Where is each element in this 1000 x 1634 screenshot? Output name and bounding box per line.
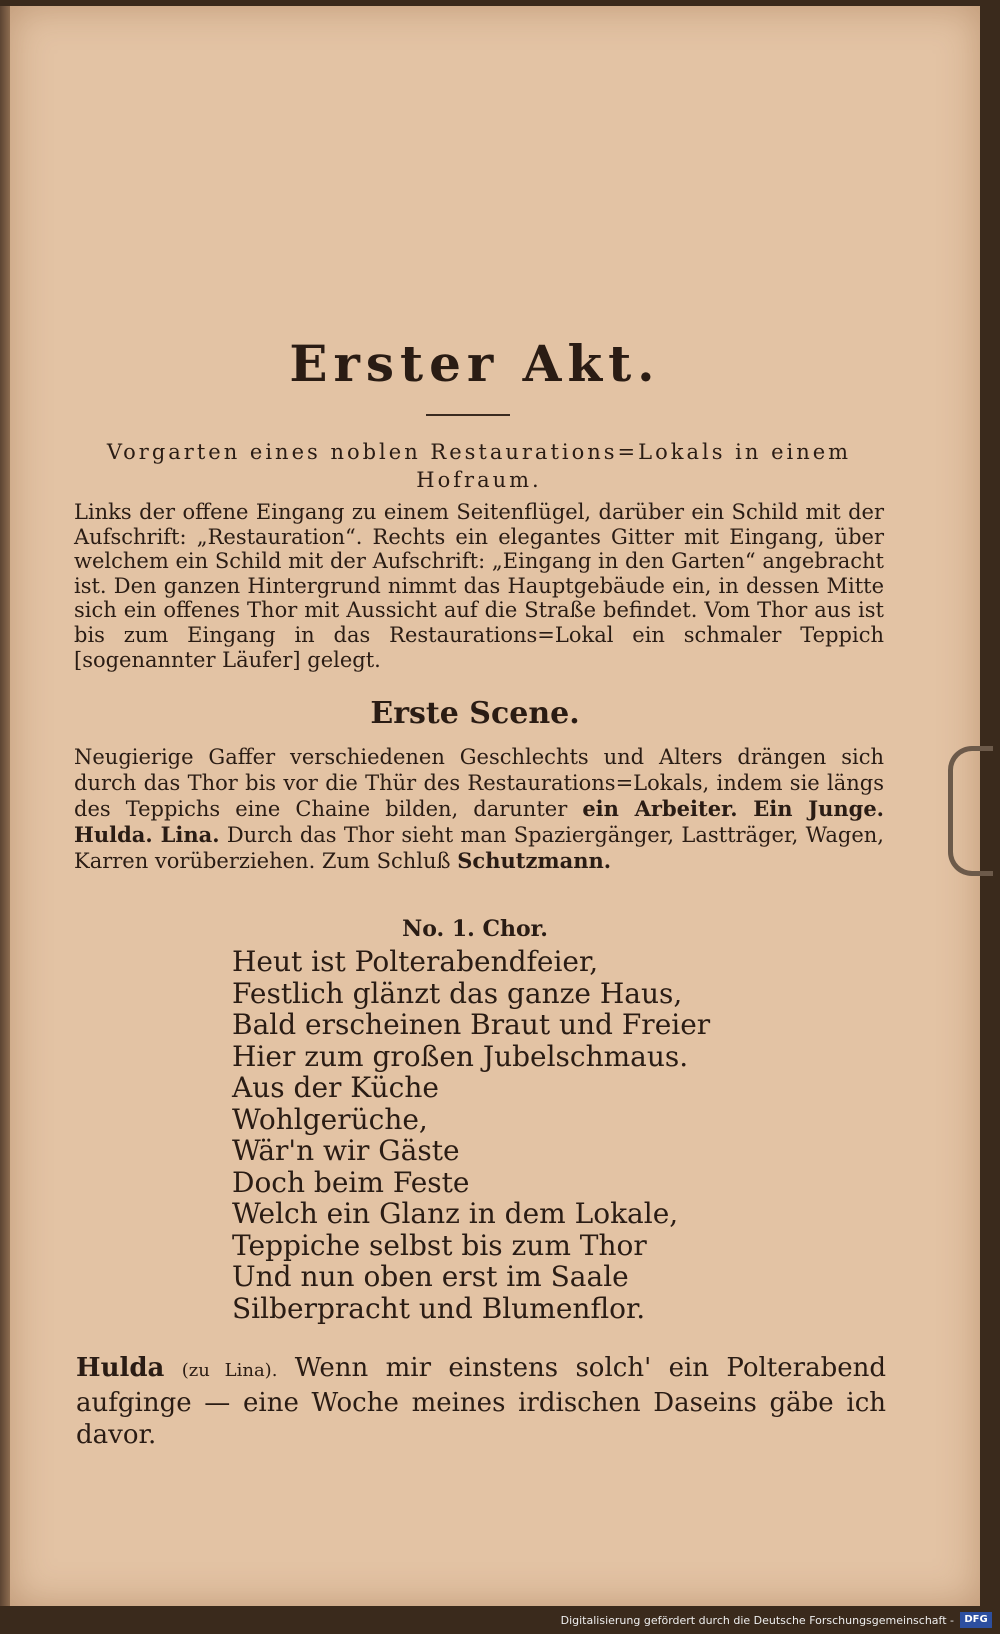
digitization-credit: Digitalisierung gefördert durch die Deutsche Forschungsgemeinschaft - (560, 1614, 954, 1627)
verse-line: Wohlgerüche, (232, 1102, 428, 1136)
book-page (10, 6, 980, 1606)
scene-policeman: Schutzmann. (457, 848, 612, 873)
verse-line: Doch beim Feste (232, 1165, 470, 1199)
verse-line: Festlich glänzt das ganze Haus, (232, 976, 683, 1010)
dialogue-text: Wenn mir einstens solch' ein Polterabend aufginge — eine Woche meines irdischen Daseins gäbe ich davor. (76, 1353, 886, 1450)
verse-line: Wär'n wir Gäste (232, 1134, 460, 1167)
speaker-name: Hulda (76, 1353, 165, 1383)
paper-clip (948, 746, 993, 876)
verse-line: Aus der Küche (232, 1071, 439, 1104)
verse-line: Bald erscheinen Braut und Freier (232, 1008, 711, 1041)
verse-line: Welch ein Glanz in dem Lokale, (232, 1197, 679, 1230)
stage-description: Links der offene Eingang zu einem Seitenflügel, darüber ein Schild mit der Aufschrift: „Restauration“. Rechts ein elegantes Gitter mit Eingang, über welchem ein Schild mit der Aufschrift: „Eingang in den Garten“ angebracht ist. Den ganzen Hintergrund nimmt das Hauptgebäude ein, in dessen Mitte sich ein offenes Thor mit Aussicht auf die Straße befindet. Vom Thor aus ist bis zum Eingang in das Restaurations=Lokal ein schmaler Teppich [sogenannter Läufer] gelegt. (74, 500, 884, 672)
scene-description (74, 744, 884, 874)
stage-direction: (zu Lina). (181, 1360, 278, 1381)
chorus-verse (232, 946, 852, 1324)
dfg-logo: DFG (960, 1612, 992, 1628)
dialogue-paragraph (76, 1352, 886, 1451)
verse-line: Hier zum großen Jubelschmaus. (232, 1039, 689, 1073)
stage-heading: Vorgarten eines noblen Restaurations=Lokals in einem Hofraum. (106, 440, 852, 492)
verse-line: Teppiche selbst bis zum Thor (232, 1228, 647, 1262)
title-divider (426, 414, 510, 416)
scene-title: Erste Scene. (370, 696, 580, 731)
scene-text-1: Neugierige Gaffer verschiedenen Geschlechts und Alters drängen sich durch das Thor bis vor die Thür des Restaurations=Lokals, indem sie längs des Teppichs eine Chaine bilden, darunter (74, 745, 884, 821)
verse-line: Silberpracht und Blumenflor. (232, 1291, 646, 1325)
scene-characters: ein Arbeiter. Ein Junge. Hulda. Lina. (74, 796, 884, 847)
act-title: Erster Akt. (289, 334, 661, 393)
number-heading: No. 1. Chor. (402, 916, 548, 942)
verse-line: Heut ist Polterabendfeier, (232, 945, 599, 978)
scene-text-2: Durch das Thor sieht man Spaziergänger, Lastträger, Wagen, Karren vorüberziehen. Zum Schluß (74, 823, 884, 873)
verse-line: Und nun oben erst im Saale (232, 1260, 629, 1293)
